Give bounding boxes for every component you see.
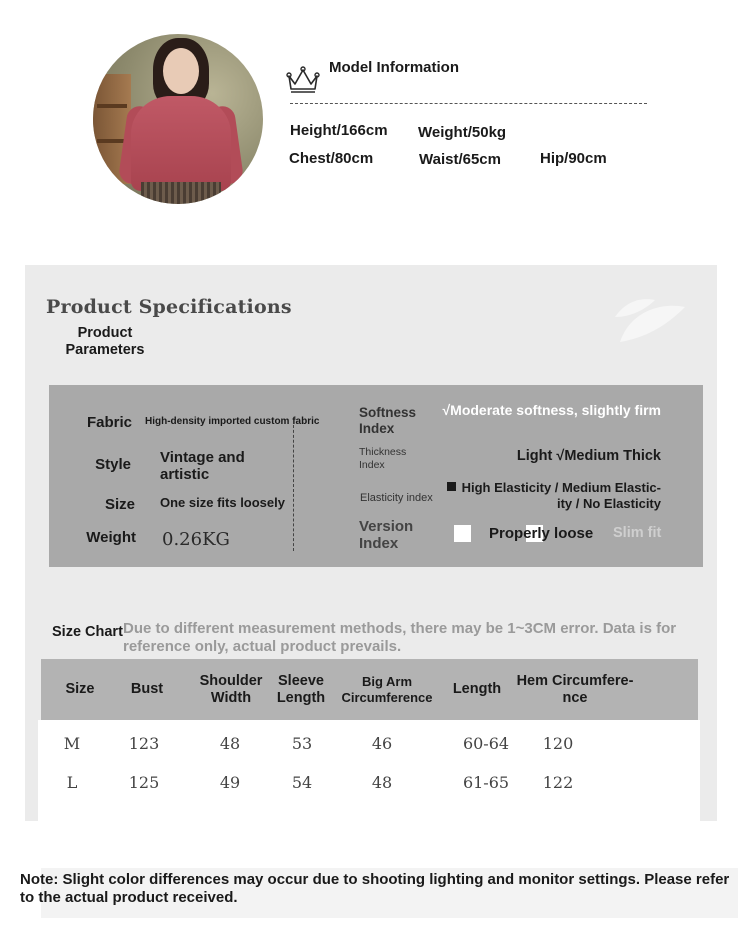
table-cell: L: [66, 773, 78, 792]
table-header-cell: Sleeve Length: [276, 673, 326, 706]
version-option-slim: Slim fit: [613, 525, 662, 541]
table-cell: 49: [219, 773, 241, 792]
table-cell: 123: [128, 734, 160, 753]
table-cell: 53: [291, 734, 313, 753]
table-cell: 125: [128, 773, 160, 792]
table-cell: 61-65: [462, 773, 510, 792]
table-header-cell: Shoulder Width: [199, 673, 263, 706]
softness-index-label: Softness Index: [359, 405, 417, 436]
table-cell: 48: [219, 734, 241, 753]
table-header-cell: Length: [452, 681, 502, 697]
leaf-watermark-icon: [610, 292, 690, 352]
table-cell: M: [63, 734, 81, 753]
table-header-cell: Big Arm Circumference: [341, 674, 433, 705]
model-weight: Weight/50kg: [418, 124, 507, 141]
thickness-index-value: Light √Medium Thick: [516, 448, 661, 464]
table-header-cell: Size: [65, 681, 95, 697]
style-label: Style: [95, 456, 131, 473]
model-hip: Hip/90cm: [540, 150, 607, 167]
thickness-index-label: Thickness Index: [359, 446, 407, 471]
size-label: Size: [104, 496, 135, 513]
model-chest: Chest/80cm: [289, 150, 374, 167]
table-cell: 60-64: [462, 734, 510, 753]
version-index-label: Version Index: [359, 518, 414, 552]
model-photo: [93, 34, 263, 204]
color-difference-note: Note: Slight color differences may occur due to shooting lighting and monitor settings. Please refer to the actual product received.: [20, 871, 730, 906]
weight-value: 0.26KG: [162, 529, 230, 550]
elasticity-index-label: Elasticity index: [360, 492, 433, 504]
size-chart-note: Due to different measurement methods, there may be 1~3CM error. Data is for reference only, actual product prevails.: [123, 620, 677, 655]
table-cell: 48: [371, 773, 393, 792]
weight-label: Weight: [86, 529, 136, 546]
crown-icon: [286, 64, 320, 94]
style-value: Vintage and artistic: [160, 449, 245, 483]
elasticity-marker-icon: [447, 482, 456, 491]
model-waist: Waist/65cm: [419, 151, 501, 168]
softness-index-value: √Moderate softness, slightly firm: [442, 402, 661, 418]
dashed-divider: [290, 103, 647, 104]
table-cell: 54: [291, 773, 313, 792]
spec-divider: [293, 425, 294, 551]
fabric-value: High-density imported custom fabric: [145, 416, 320, 427]
table-header-cell: Hem Circumfere-nce: [516, 673, 634, 706]
product-parameters-label: Product Parameters: [65, 325, 145, 358]
table-header-cell: Bust: [130, 681, 164, 697]
size-value: One size fits loosely: [160, 495, 285, 510]
model-height: Height/166cm: [290, 122, 388, 139]
table-cell: 122: [542, 773, 574, 792]
properly-loose-checkbox: [454, 525, 471, 542]
fabric-label: Fabric: [86, 414, 132, 431]
spec-title: Product Specifications: [46, 296, 292, 318]
table-cell: 46: [371, 734, 393, 753]
version-option-loose: Properly loose: [489, 525, 594, 542]
model-info-title: Model Information: [329, 59, 459, 76]
elasticity-index-value: High Elasticity / Medium Elastic-ity / No Elasticity: [461, 480, 661, 511]
size-chart-title: Size Chart: [52, 624, 123, 640]
table-cell: 120: [542, 734, 574, 753]
